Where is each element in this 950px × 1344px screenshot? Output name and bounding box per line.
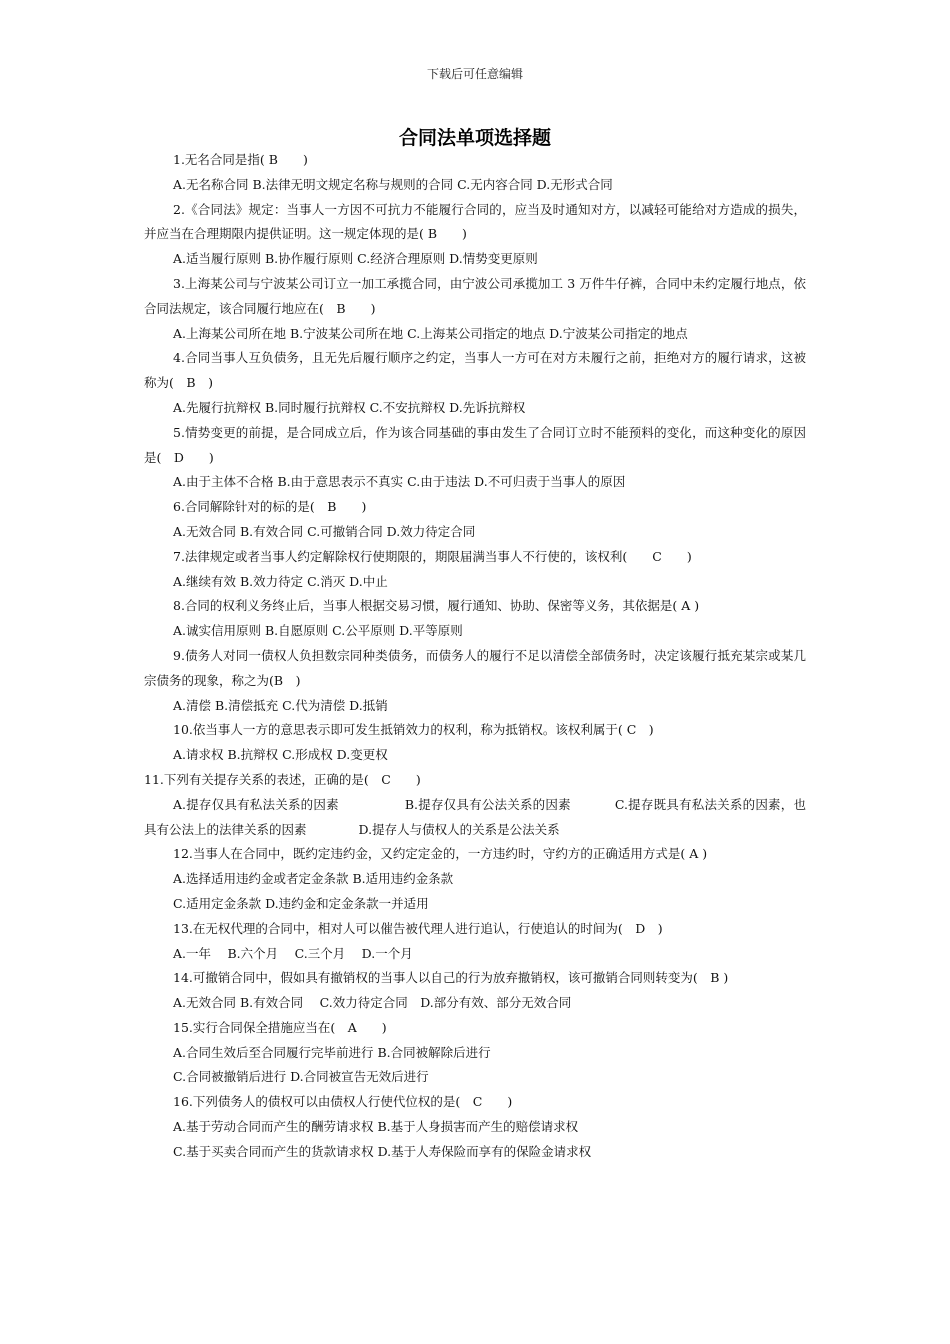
options-10: A.请求权 B.抗辩权 C.形成权 D.变更权: [173, 747, 388, 763]
question-5: 5.情势变更的前提，是合同成立后，作为该合同基础的事由发生了合同订立时不能预料的变化，而这种变化的原因是( D ): [144, 424, 806, 465]
option-11d: D.提存人与债权人的关系是公法关系: [358, 821, 560, 837]
options-8: A.诚实信用原则 B.自愿原则 C.公平原则 D.平等原则: [173, 623, 463, 639]
page-header: 下载后可任意编辑: [426, 67, 523, 81]
document-body: [144, 148, 806, 1165]
options-4: A.先履行抗辩权 B.同时履行抗辩权 C.不安抗辩权 D.先诉抗辩权: [173, 399, 526, 415]
question-16: 16.下列债务人的债权可以由债权人行使代位权的是( C ): [173, 1094, 513, 1110]
question-11: 11.下列有关提存关系的表述，正确的是( C ): [144, 771, 421, 787]
options-13: A.一年 B.六个月 C.三个月 D.一个月: [173, 945, 413, 961]
question-8: 8.合同的权利义务终止后，当事人根据交易习惯，履行通知、协助、保密等义务，其依据是( A ): [173, 598, 700, 614]
options-15b: C.合同被撤销后进行 D.合同被宣告无效后进行: [173, 1069, 429, 1085]
options-15a: A.合同生效后至合同履行完毕前进行 B.合同被解除后进行: [173, 1044, 491, 1060]
options-2: A.适当履行原则 B.协作履行原则 C.经济合理原则 D.情势变更原则: [173, 251, 538, 267]
options-11: [144, 793, 806, 843]
options-5: A.由于主体不合格 B.由于意思表示不真实 C.由于违法 D.不可归责于当事人的原因: [173, 474, 626, 490]
question-12: 12.当事人在合同中，既约定违约金，又约定定金的，一方违约时，守约方的正确适用方式是( A ): [173, 846, 708, 862]
question-6: 6.合同解除针对的标的是( B ): [173, 499, 367, 515]
option-11a: A.提存仅具有私法关系的因素: [173, 796, 339, 812]
options-1: A.无名称合同 B.法律无明文规定名称与规则的合同 C.无内容合同 D.无形式合同: [173, 176, 613, 192]
page-title: 合同法单项选择题: [398, 127, 551, 149]
options-16a: A.基于劳动合同而产生的酬劳请求权 B.基于人身损害而产生的赔偿请求权: [173, 1119, 579, 1135]
question-2: 2.《合同法》规定：当事人一方因不可抗力不能履行合同的，应当及时通知对方，以减轻可能给对方造成的损失，并应当在合理期限内提供证明。这一规定体现的是( B ): [144, 201, 806, 242]
options-12b: C.适用定金条款 D.违约金和定金条款一并适用: [173, 895, 429, 911]
question-15: 15.实行合同保全措施应当在( A ): [173, 1019, 387, 1035]
options-12a: A.选择适用违约金或者定金条款 B.适用违约金条款: [173, 871, 454, 887]
question-3: 3.上海某公司与宁波某公司订立一加工承揽合同，由宁波公司承揽加工 3 万件牛仔裤，合同中未约定履行地点，依合同法规定，该合同履行地应在( B ): [144, 275, 806, 316]
question-13: 13.在无权代理的合同中，相对人可以催告被代理人进行追认，行使追认的时间为( D ): [173, 920, 663, 936]
question-10: 10.依当事人一方的意思表示即可发生抵销效力的权利，称为抵销权。该权利属于( C ): [173, 722, 654, 738]
options-3: A.上海某公司所在地 B.宁波某公司所在地 C.上海某公司指定的地点 D.宁波某公司指定的地点: [173, 325, 688, 341]
options-9: A.清偿 B.清偿抵充 C.代为清偿 D.抵销: [173, 697, 388, 713]
option-11b: B.提存仅具有公法关系的因素: [404, 796, 571, 812]
question-7: 7.法律规定或者当事人约定解除权行使期限的，期限届满当事人不行使的，该权利( C ): [173, 548, 692, 564]
options-14: A.无效合同 B.有效合同 C.效力待定合同 D.部分有效、部分无效合同: [173, 995, 572, 1011]
question-4: 4.合同当事人互负债务，且无先后履行顺序之约定，当事人一方可在对方未履行之前，拒绝对方的履行请求，这被称为( B ): [144, 350, 806, 391]
question-9: 9.债务人对同一债权人负担数宗同种类债务，而债务人的履行不足以清偿全部债务时，决定该履行抵充某宗或某几宗债务的现象，称之为(B ): [144, 647, 806, 688]
options-6: A.无效合同 B.有效合同 C.可撤销合同 D.效力待定合同: [173, 523, 476, 539]
question-14: 14.可撤销合同中，假如具有撤销权的当事人以自己的行为放弃撤销权，该可撤销合同则转变为( B ): [173, 970, 729, 986]
question-1: 1.无名合同是指( B ): [173, 152, 308, 167]
options-16b: C.基于买卖合同而产生的货款请求权 D.基于人寿保险而享有的保险金请求权: [173, 1143, 592, 1159]
options-7: A.继续有效 B.效力待定 C.消灭 D.中止: [173, 573, 388, 589]
option-11c: C.提存既具有私法关系的因素，也具有公法上的法律关系的因素: [144, 796, 806, 837]
